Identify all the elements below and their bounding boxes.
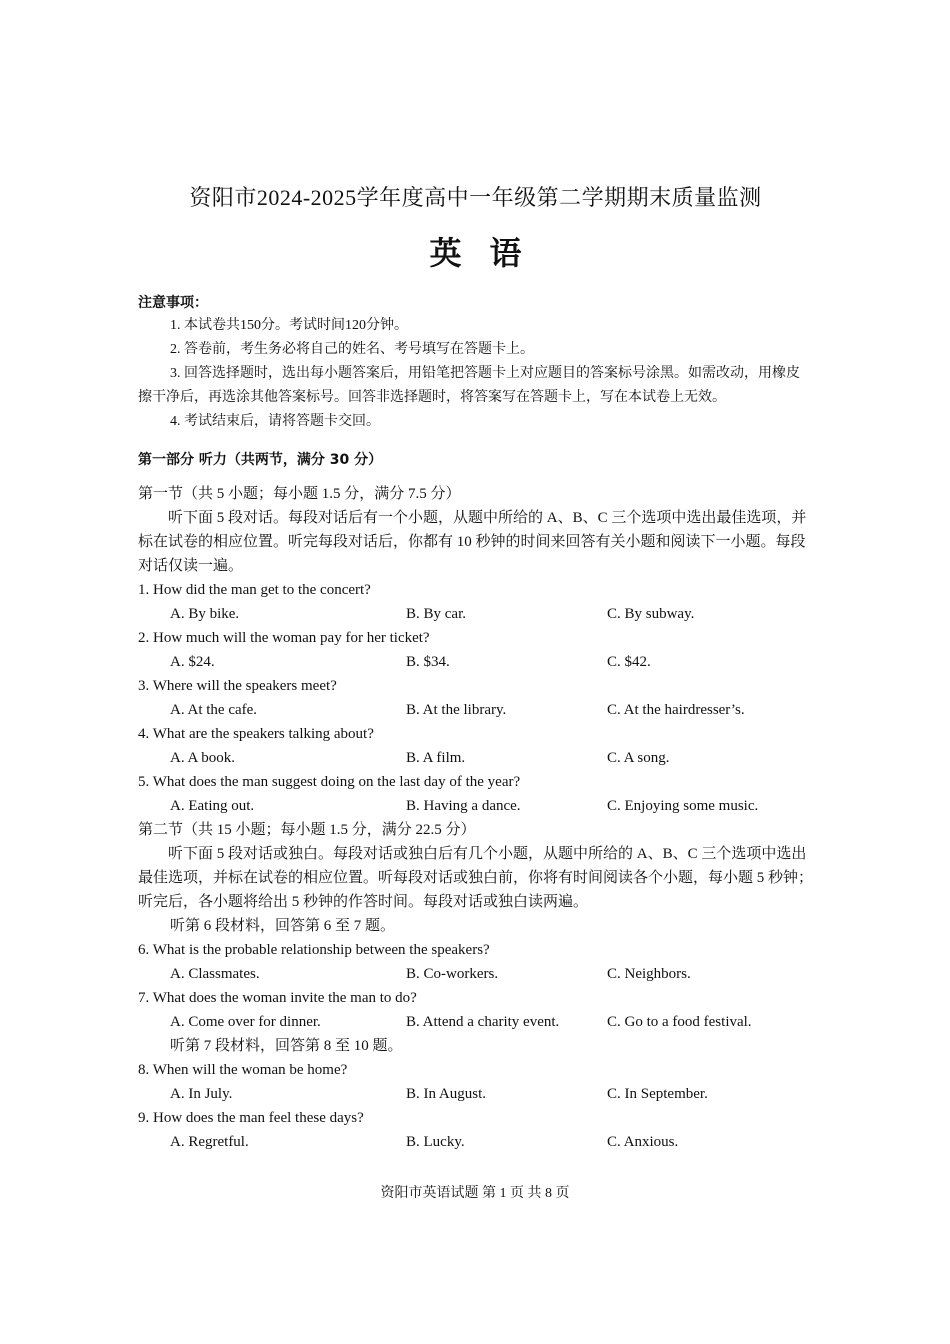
option-b: B. In August.: [406, 1086, 487, 1102]
option-a: A. At the cafe.: [170, 702, 258, 718]
question-stem: 3. Where will the speakers meet?: [138, 678, 337, 694]
question-stem: 5. What does the man suggest doing on the last day of the year?: [138, 774, 521, 790]
option-c: C. Enjoying some music.: [607, 798, 759, 814]
option-a: A. Regretful.: [170, 1134, 249, 1150]
option-c: C. Neighbors.: [607, 966, 691, 982]
section1-heading: 第一节（共 5 小题；每小题 1.5 分，满分 7.5 分）: [138, 486, 461, 502]
option-a: A. By bike.: [170, 606, 240, 622]
option-b: B. By car.: [406, 606, 466, 622]
listen-instruction: 听第 6 段材料，回答第 6 至 7 题。: [170, 918, 396, 934]
option-a: A. A book.: [170, 750, 236, 766]
question-stem: 2. How much will the woman pay for her ticket?: [138, 630, 430, 646]
question-stem: 7. What does the woman invite the man to do?: [138, 990, 417, 1006]
option-c: C. Go to a food festival.: [607, 1014, 752, 1030]
option-b: B. A film.: [406, 750, 466, 766]
question-options: [138, 962, 813, 986]
note-item: 1. 本试卷共150分。考试时间120分钟。: [170, 318, 408, 333]
option-b: B. Co-workers.: [406, 966, 499, 982]
question-block: [138, 1058, 813, 1106]
section2-instructions: 听下面 5 段对话或独白。每段对话或独白后有几个小题，从题中所给的 A、B、C 三个选项中选出最佳选项，并标在试卷的相应位置。听每段对话或独白前，你将有时间阅读各个小题，每小题 5 秒钟；听完后，各小题将给出 5 秒钟的作答时间。每段对话或独白读两遍。: [138, 846, 814, 910]
option-b: B. Having a dance.: [406, 798, 521, 814]
question-options: [138, 1010, 813, 1034]
question-stem: 6. What is the probable relationship between the speakers?: [138, 942, 490, 958]
note-item: 3. 回答选择题时，选出每小题答案后，用铅笔把答题卡上对应题目的答案标号涂黑。如需改动，用橡皮擦干净后，再选涂其他答案标号。回答非选择题时，将答案写在答题卡上，写在本试卷上无效。: [138, 366, 800, 405]
option-a: A. Come over for dinner.: [170, 1014, 321, 1030]
option-b: B. Lucky.: [406, 1134, 465, 1150]
subject-char-1: 英: [429, 235, 462, 271]
option-c: C. $42.: [607, 654, 651, 670]
question-block: [138, 1106, 813, 1154]
option-b: B. At the library.: [406, 702, 507, 718]
option-c: C. A song.: [607, 750, 670, 766]
subject-title: [138, 230, 813, 276]
option-c: C. Anxious.: [607, 1134, 679, 1150]
option-a: A. $24.: [170, 654, 215, 670]
question-options: [138, 1082, 813, 1106]
option-c: C. At the hairdresser’s.: [607, 702, 745, 718]
section2-heading: 第二节（共 15 小题；每小题 1.5 分，满分 22.5 分）: [138, 822, 476, 838]
exam-title: 资阳市2024-2025学年度高中一年级第二学期期末质量监测: [189, 185, 762, 210]
question-block: [138, 674, 813, 722]
option-b: B. Attend a charity event.: [406, 1014, 560, 1030]
section1-instructions: 听下面 5 段对话。每段对话后有一个小题，从题中所给的 A、B、C 三个选项中选出最佳选项，并标在试卷的相应位置。听完每段对话后，你都有 10 秒钟的时间来回答有关小题和阅读下一小题。每段对话仅读一遍。: [138, 510, 807, 574]
note-item: 2. 答卷前，考生务必将自己的姓名、考号填写在答题卡上。: [170, 342, 534, 357]
question-options: [138, 698, 813, 722]
question-options: [138, 746, 813, 770]
option-a: A. Eating out.: [170, 798, 255, 814]
question-block: [138, 770, 813, 818]
question-block: [138, 986, 813, 1034]
question-stem: 4. What are the speakers talking about?: [138, 726, 374, 742]
option-a: A. Classmates.: [170, 966, 260, 982]
notes-heading: 注意事项：: [138, 295, 208, 311]
page-footer: 资阳市英语试题 第 1 页 共 8 页: [380, 1186, 570, 1201]
question-block: [138, 578, 813, 626]
option-c: C. By subway.: [607, 606, 695, 622]
question-options: [138, 650, 813, 674]
question-options: [138, 1130, 813, 1154]
question-stem: 9. How does the man feel these days?: [138, 1110, 364, 1126]
option-a: A. In July.: [170, 1086, 233, 1102]
exam-page: [138, 180, 813, 1154]
subject-char-2: 语: [489, 235, 522, 271]
question-block: [138, 722, 813, 770]
part1-heading: 第一部分 听力（共两节，满分 30 分）: [138, 452, 383, 468]
question-block: [138, 938, 813, 986]
question-stem: 8. When will the woman be home?: [138, 1062, 348, 1078]
option-b: B. $34.: [406, 654, 450, 670]
question-stem: 1. How did the man get to the concert?: [138, 582, 371, 598]
question-block: [138, 626, 813, 674]
note-item: 4. 考试结束后，请将答题卡交回。: [170, 414, 380, 429]
option-c: C. In September.: [607, 1086, 708, 1102]
question-options: [138, 794, 813, 818]
listen-instruction: 听第 7 段材料，回答第 8 至 10 题。: [170, 1038, 403, 1054]
question-options: [138, 602, 813, 626]
